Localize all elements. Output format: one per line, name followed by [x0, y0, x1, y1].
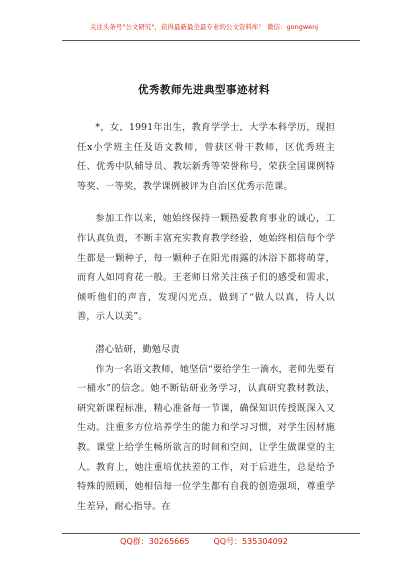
footer-qq-number: QQ号：535304092 [213, 537, 288, 546]
document-title: 优秀教师先进典型事迹材料 [138, 84, 270, 96]
footer-contact [0, 536, 408, 547]
header-divider [62, 40, 360, 41]
paragraph-teaching: 作为一名语文教师，她坚信“要给学生一滴水，老师先要有一桶水”的信念。她不断钻研业务学习，认真研究教材教法，研究新课程标准，精心准备每一节课，确保知识传授既深入又生动。注重多方位培养学生的能力和学习习惯，对学生因材施教。课堂上给学生畅所欲言的时间和空间，让学生做课堂的主人。教育上，她注重培优扶差的工作，对于后进生，总是给予特殊的照顾，她相信每一位学生都有自我的创造强项，尊重学生差异，耐心指导。在 [77, 363, 335, 512]
header-banner: 关注头条号"公文研究"，获得最新最全最专业的公文资料库！ 微信：gongwenj [89, 23, 319, 31]
paragraph-dedication: 参加工作以来，她始终保持一颗热爱教育事业的诚心，工作认真负责，不断丰富充实教育教学经验，她始终相信每个学生都是一颗种子，每一颗种子在阳光雨露的沐浴下都将萌芽，而育人如同育花一般。王老师日常关注孩子们的感受和需求，倾听他们的声音，发现闪光点，做到了“做人以真，待人以善，示人以美”。 [77, 213, 335, 323]
section-subheading: 潜心钻研，勤勉尽责 [95, 343, 180, 355]
document-body [77, 118, 335, 529]
footer-divider [62, 533, 360, 534]
footer-qq-group: QQ群：30265665 [120, 537, 190, 546]
paragraph-intro: *，女，1991年出生，教育学学士，大学本科学历，现担任x小学班主任及语文教师，曾获区骨干教师，区优秀班主任、优秀中队辅导员、教坛新秀等荣誉称号，荣获全国课例特等奖、一等奖，教学课例被评为自治区优秀示范课。 [77, 122, 335, 192]
